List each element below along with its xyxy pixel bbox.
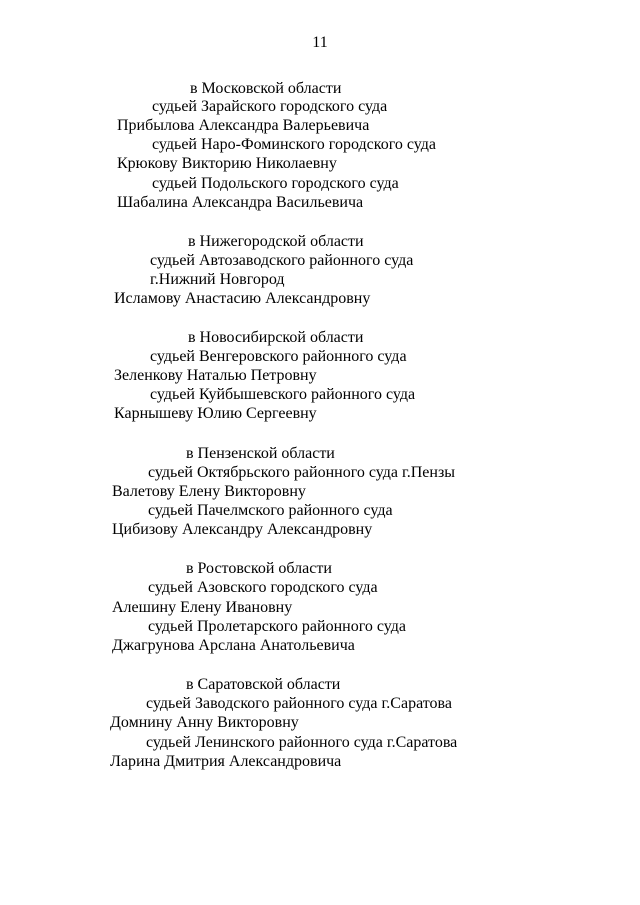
- court-line: судьей Пачелмского районного суда: [148, 502, 393, 519]
- judge-name: Ларина Дмитрия Александровича: [110, 753, 342, 770]
- judge-name: Джагрунова Арслана Анатольевича: [112, 637, 355, 654]
- judge-name: Карнышеву Юлию Сергеевну: [114, 405, 317, 422]
- region-heading: в Новосибирской области: [188, 329, 364, 346]
- court-line: судьей Октябрьского районного суда г.Пензы: [148, 464, 456, 481]
- page-number: 11: [312, 34, 328, 51]
- judge-name: Зеленкову Наталью Петровну: [114, 367, 317, 384]
- court-line: судьей Азовского городского суда: [148, 579, 378, 596]
- region-heading: в Ростовской области: [186, 560, 332, 577]
- judge-name: Прибылова Александра Валерьевича: [117, 117, 370, 134]
- judge-name: Валетову Елену Викторовну: [112, 483, 306, 500]
- region-heading: в Саратовской области: [186, 676, 341, 693]
- court-line: судьей Наро-Фоминского городского суда: [152, 136, 436, 153]
- judge-name: Цибизову Александру Александровну: [112, 521, 373, 538]
- judge-name: Исламову Анастасию Александровну: [114, 290, 371, 307]
- court-line: судьей Автозаводского районного суда: [150, 252, 414, 269]
- court-line: судьей Куйбышевского районного суда: [150, 386, 416, 403]
- judge-name: Шабалина Александра Васильевича: [117, 194, 364, 211]
- region-heading: в Нижегородской области: [188, 233, 364, 250]
- judge-name: Крюкову Викторию Николаевну: [117, 155, 337, 172]
- region-heading: в Пензенской области: [186, 445, 335, 462]
- court-line: г.Нижний Новгород: [150, 271, 285, 288]
- court-line: судьей Подольского городского суда: [152, 175, 399, 192]
- judge-name: Домнину Анну Викторовну: [110, 714, 299, 731]
- region-heading: в Московской области: [190, 80, 342, 97]
- court-line: судьей Пролетарского районного суда: [148, 618, 407, 635]
- court-line: судьей Венгеровского районного суда: [150, 348, 407, 365]
- court-line: судьей Зарайского городского суда: [152, 98, 388, 115]
- judge-name: Алешину Елену Ивановну: [112, 599, 293, 616]
- court-line: судьей Ленинского районного суда г.Саратова: [146, 734, 458, 751]
- court-line: судьей Заводского районного суда г.Саратова: [146, 695, 452, 712]
